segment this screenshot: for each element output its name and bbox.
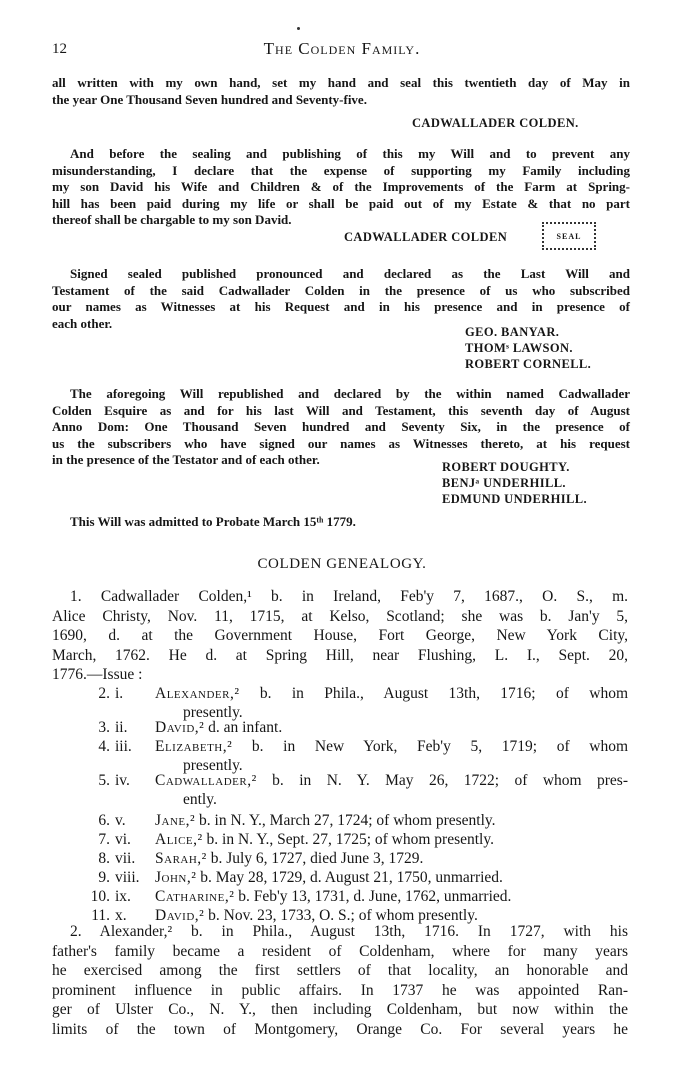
text-line: Testament of the said Cadwallader Colden in the presence of us who subscribed — [52, 282, 630, 298]
child-roman-numeral: iv. — [115, 772, 130, 789]
section-title: COLDEN GENEALOGY. — [257, 556, 427, 572]
child-number: 5. — [98, 772, 110, 789]
text-line — [155, 887, 628, 906]
will-paragraph-4 — [52, 386, 630, 469]
child-name: Sarah,² — [155, 850, 207, 867]
witness-name: GEO. BANYAR. — [465, 325, 560, 339]
text-line: 1776.—Issue : — [52, 666, 143, 683]
child-text — [155, 771, 628, 809]
child-text — [155, 849, 628, 868]
text-line: ently. — [183, 791, 217, 808]
text-line: This Will was admitted to Probate March 15ᵗʰ 1779. — [70, 514, 356, 529]
text-line: Alice Christy, Nov. 11, 1715, at Kelso, Scotland; she was b. Jan'y 5, — [52, 607, 628, 625]
witness-name: ROBERT DOUGHTY. — [442, 460, 570, 474]
child-detail: d. an infant. — [204, 719, 283, 736]
child-number: 9. — [98, 869, 110, 886]
text-line: our names as Witnesses at his Request and in his presence and in presence of — [52, 299, 630, 314]
child-text — [155, 718, 628, 737]
child-number: 8. — [98, 850, 110, 867]
child-detail: b. in New York, Feb'y 5, 1719; of whom — [232, 738, 628, 755]
child-text — [155, 887, 628, 906]
child-number: 2. — [98, 685, 110, 702]
text-line — [155, 771, 628, 790]
text-line: each other. — [52, 315, 113, 331]
child-detail: b. in Phila., August 13th, 1716; of whom — [239, 685, 628, 702]
text-line: Signed sealed published pronounced and declared as the Last Will and — [70, 266, 630, 281]
child-name: David,² — [155, 719, 205, 736]
text-line: he exercised among the first settlers of that locality, an honorable and — [52, 962, 628, 979]
text-line: And before the sealing and publishing of this my Will and to prevent any — [70, 146, 630, 161]
child-name: Alice,² — [155, 831, 203, 848]
seal-box: SEAL — [542, 222, 596, 250]
child-number: 11. — [91, 907, 110, 924]
text-line: March, 1762. He d. at Spring Hill, near Flushing, L. I., Sept. 20, — [52, 646, 628, 664]
genealogy-intro — [52, 587, 628, 685]
child-text — [155, 684, 628, 722]
child-roman-numeral: vi. — [115, 831, 131, 848]
child-roman-numeral: iii. — [115, 738, 132, 755]
text-line: thereof shall be chargable to my son David. — [52, 212, 292, 227]
text-line — [155, 811, 628, 830]
child-number: 7. — [98, 831, 110, 848]
child-text — [155, 830, 628, 849]
child-detail: b. in N. Y., Sept. 27, 1725; of whom presently. — [202, 831, 494, 848]
child-name: Catharine,² — [155, 888, 235, 905]
child-detail: b. in N. Y., March 27, 1724; of whom presently. — [195, 812, 496, 829]
child-name: Elizabeth,² — [155, 738, 233, 755]
text-line: presently. — [183, 704, 243, 721]
signature-colden-sealed: CADWALLADER COLDEN — [344, 230, 508, 244]
child-number: 10. — [90, 888, 110, 905]
child-number: 3. — [98, 719, 110, 736]
text-line — [155, 849, 628, 868]
child-name: Alexander,² — [155, 685, 240, 702]
text-line: The aforegoing Will republished and declared by the within named Cadwallader — [70, 386, 630, 401]
genealogy-paragraph-2 — [52, 922, 628, 1039]
child-text — [155, 737, 628, 775]
text-line: 2. Alexander,² b. in Phila., August 13th, 1716. In 1727, with his — [70, 923, 628, 940]
child-roman-numeral: i. — [115, 685, 124, 702]
text-line: ger of Ulster Co., N. Y., then including Coldenham, but now within the — [52, 1001, 628, 1018]
probate-note — [70, 514, 356, 531]
child-text — [155, 868, 628, 887]
text-line: Colden Esquire as and for his last Will and Testament, this seventh day of August — [52, 402, 630, 418]
child-detail: b. July 6, 1727, died June 3, 1729. — [206, 850, 424, 867]
text-line: limits of the town of Montgomery, Orange Co. For several years he — [52, 1020, 628, 1038]
signature-colden: CADWALLADER COLDEN. — [412, 116, 579, 130]
child-roman-numeral: viii. — [115, 869, 140, 886]
text-line: 1. Cadwallader Colden,¹ b. in Ireland, Feb'y 7, 1687., O. S., m. — [70, 588, 628, 605]
child-number: 4. — [98, 738, 110, 755]
text-line — [155, 684, 628, 703]
child-name: Jane,² — [155, 812, 196, 829]
text-line: misunderstanding, I declare that the expense of supporting my Family including — [52, 162, 630, 178]
child-number: 6. — [98, 812, 110, 829]
text-line: all written with my own hand, set my hand and seal this twentieth day of May in — [52, 75, 630, 90]
witness-name: THOMˢ LAWSON. — [465, 341, 573, 355]
child-name: John,² — [155, 869, 197, 886]
child-detail: b. in N. Y. May 26, 1722; of whom pres- — [256, 772, 628, 789]
running-title: The Colden Family. — [263, 39, 421, 58]
text-line: my son David his Wife and Children & of the Improvements of the Farm at Spring- — [52, 179, 630, 194]
text-line — [155, 718, 628, 737]
text-line: 1690, d. at the Government House, Fort George, New York City, — [52, 627, 628, 644]
witness-name: BENJᵃ UNDERHILL. — [442, 476, 566, 490]
child-detail: b. Feb'y 13, 1731, d. June, 1762, unmarried. — [234, 888, 512, 905]
text-line: father's family became a resident of Coldenham, where for many years — [52, 942, 628, 960]
text-line: prominent influence in public affairs. In 1737 he was appointed Ran- — [52, 981, 628, 999]
child-roman-numeral: vii. — [115, 850, 136, 867]
text-line — [155, 868, 628, 887]
child-name: Cadwallader,² — [155, 772, 257, 789]
will-paragraph-2 — [52, 146, 630, 229]
text-line: presently. — [183, 757, 243, 774]
will-paragraph-1 — [52, 75, 630, 108]
page-number: 12 — [52, 41, 67, 57]
child-roman-numeral: x. — [115, 907, 127, 924]
will-paragraph-3 — [52, 266, 630, 332]
child-detail: b. May 28, 1729, d. August 21, 1750, unmarried. — [196, 869, 503, 886]
child-text — [155, 811, 628, 830]
text-line: in the presence of the Testator and of each other. — [52, 452, 320, 467]
printer-dot — [297, 27, 300, 30]
text-line: the year One Thousand Seven hundred and Seventy-five. — [52, 91, 367, 107]
witness-name: EDMUND UNDERHILL. — [442, 492, 588, 506]
text-line: Anno Dom: One Thousand Seven hundred and Seventy Six, in the presence of — [52, 419, 630, 434]
child-roman-numeral: ii. — [115, 719, 128, 736]
text-line: hill has been paid during my life or shall be paid out of my Estate & that no part — [52, 195, 630, 211]
child-detail: b. Nov. 23, 1733, O. S.; of whom presently. — [204, 907, 478, 924]
witness-name: ROBERT CORNELL. — [465, 357, 592, 371]
child-roman-numeral: ix. — [115, 888, 131, 905]
text-line: us the subscribers who have signed our names as Witnesses thereto, at his request — [52, 435, 630, 451]
child-roman-numeral: v. — [115, 812, 126, 829]
child-name: David,² — [155, 907, 205, 924]
text-line — [155, 830, 628, 849]
text-line — [155, 737, 628, 756]
